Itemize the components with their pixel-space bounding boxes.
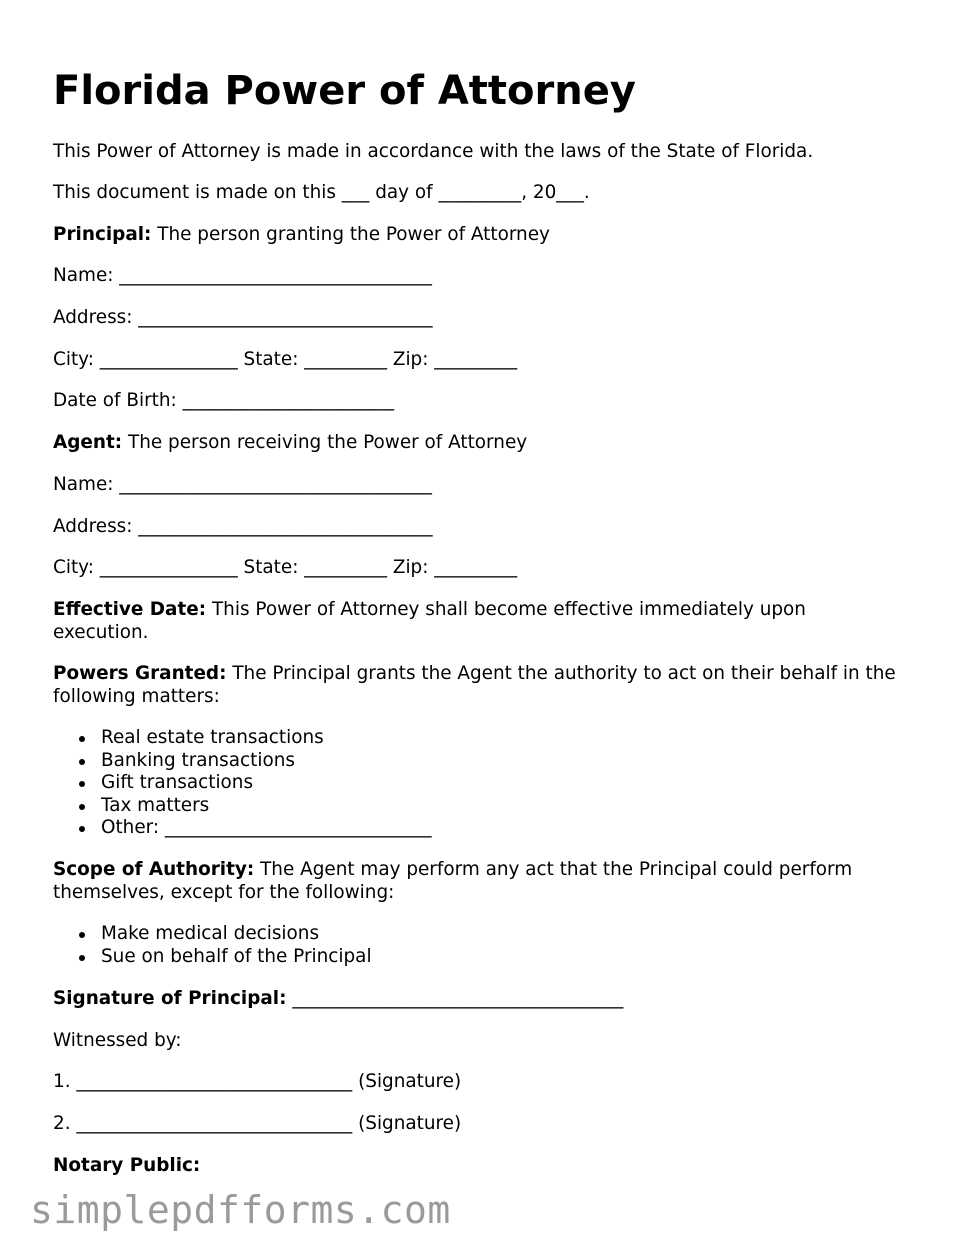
agent-address-field: Address: ________________________________ bbox=[53, 516, 433, 537]
scope-of-authority-label: Scope of Authority: bbox=[53, 859, 255, 880]
powers-granted-paragraph bbox=[53, 663, 903, 708]
principal-signature-line bbox=[53, 988, 623, 1011]
intro-text: This Power of Attorney is made in accordance with the laws of the State of Florida. bbox=[53, 141, 814, 162]
scope-of-authority-paragraph bbox=[53, 859, 903, 904]
agent-description: The person receiving the Power of Attorney bbox=[127, 432, 528, 453]
principal-label: Principal: bbox=[53, 224, 152, 245]
agent-label: Agent: bbox=[53, 432, 123, 453]
notary-public-heading bbox=[53, 1155, 200, 1178]
witness-2-signature-line: 2. ______________________________ (Signature) bbox=[53, 1113, 462, 1134]
principal-city-state-zip-field: City: _______________ State: _________ Zip: _________ bbox=[53, 349, 518, 370]
list-item: Other: _____________________________ bbox=[101, 817, 432, 838]
principal-signature-blank: ____________________________________ bbox=[292, 988, 624, 1009]
effective-date-label: Effective Date: bbox=[53, 599, 207, 620]
witnessed-by-label: Witnessed by: bbox=[53, 1030, 182, 1051]
list-item: Make medical decisions bbox=[101, 923, 372, 946]
powers-granted-text: The Principal grants the Agent the authority to act on their behalf in the following matters: bbox=[53, 663, 896, 707]
witness-1-signature-line: 1. ______________________________ (Signature) bbox=[53, 1071, 462, 1092]
list-item: Gift transactions bbox=[101, 772, 432, 795]
list-item: Sue on behalf of the Principal bbox=[101, 945, 372, 967]
powers-list bbox=[53, 727, 432, 840]
list-item: Tax matters bbox=[101, 795, 432, 818]
agent-section-heading bbox=[53, 432, 527, 455]
effective-date-paragraph bbox=[53, 599, 903, 644]
agent-city-state-zip-field: City: _______________ State: _________ Zip: _________ bbox=[53, 557, 518, 578]
agent-name-field: Name: __________________________________ bbox=[53, 474, 432, 495]
document-title: Florida Power of Attorney bbox=[53, 68, 636, 114]
principal-signature-label: Signature of Principal: bbox=[53, 988, 287, 1009]
date-line: This document is made on this ___ day of _________, 20___. bbox=[53, 182, 590, 203]
powers-granted-label: Powers Granted: bbox=[53, 663, 227, 684]
principal-address-field: Address: ________________________________ bbox=[53, 307, 433, 328]
principal-description: The person granting the Power of Attorney bbox=[157, 224, 550, 245]
exceptions-list bbox=[53, 923, 372, 968]
site-watermark: simplepdfforms.com bbox=[30, 1188, 451, 1232]
principal-dob-field: Date of Birth: _______________________ bbox=[53, 390, 395, 411]
notary-public-label: Notary Public: bbox=[53, 1155, 201, 1176]
scope-of-authority-text: The Agent may perform any act that the Principal could perform themselves, except for the following: bbox=[53, 859, 853, 903]
principal-name-field: Name: __________________________________ bbox=[53, 265, 432, 286]
list-item: Banking transactions bbox=[101, 750, 432, 773]
list-item: Real estate transactions bbox=[101, 727, 432, 750]
principal-section-heading bbox=[53, 224, 550, 247]
effective-date-text: This Power of Attorney shall become effective immediately upon execution. bbox=[53, 599, 806, 643]
